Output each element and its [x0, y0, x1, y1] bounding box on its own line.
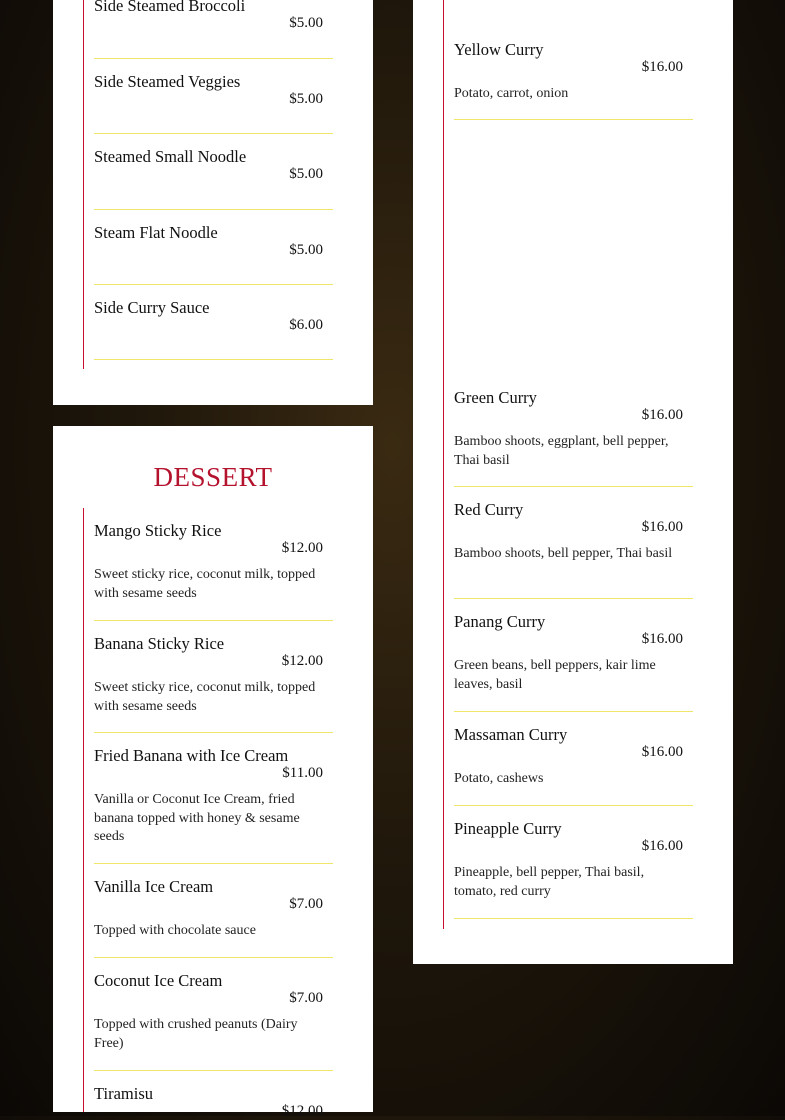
item-name: Vanilla Ice Cream — [94, 877, 214, 896]
menu-item[interactable] — [94, 1084, 333, 1119]
item-price: $16.00 — [641, 744, 683, 760]
item-price: $12.00 — [281, 653, 323, 669]
accent-rule — [83, 508, 84, 1112]
item-description: Pineapple, bell pepper, Thai basil, tomato, red curry — [454, 865, 645, 899]
item-description: Sweet sticky rice, coconut milk, topped with sesame seeds — [94, 567, 316, 601]
accent-rule — [83, 0, 84, 369]
menu-item[interactable] — [454, 725, 693, 806]
menu-item[interactable] — [94, 746, 333, 864]
item-price: $16.00 — [641, 838, 683, 854]
item-description: Sweet sticky rice, coconut milk, topped with sesame seeds — [94, 680, 316, 714]
menu-item[interactable] — [454, 500, 693, 599]
section-title: DESSERT — [153, 462, 273, 492]
menu-item[interactable] — [94, 72, 333, 134]
item-price: $11.00 — [282, 765, 323, 781]
menu-item[interactable] — [94, 298, 333, 360]
item-description: Bamboo shoots, bell pepper, Thai basil — [454, 546, 673, 561]
menu-item[interactable] — [454, 819, 693, 919]
menu-item[interactable] — [94, 0, 333, 59]
item-name: Banana Sticky Rice — [94, 634, 225, 653]
item-price: $7.00 — [289, 896, 323, 912]
item-price: $16.00 — [641, 407, 683, 423]
menu-item[interactable] — [94, 877, 333, 958]
item-name: Steam Flat Noodle — [94, 223, 218, 242]
menu-item[interactable] — [94, 634, 333, 733]
item-name: Yellow Curry — [454, 40, 544, 59]
menu-item[interactable] — [454, 40, 693, 120]
menu-item[interactable] — [454, 388, 693, 487]
item-name: Fried Banana with Ice Cream — [94, 746, 289, 765]
item-name: Side Steamed Veggies — [94, 72, 241, 91]
menu-item[interactable] — [94, 971, 333, 1071]
item-price: $12.00 — [281, 1103, 323, 1119]
menu-item[interactable] — [94, 521, 333, 621]
item-name: Green Curry — [454, 388, 537, 407]
dessert-menu-panel — [53, 426, 373, 1119]
item-name: Pineapple Curry — [454, 819, 562, 838]
item-name: Panang Curry — [454, 612, 546, 631]
item-name: Massaman Curry — [454, 725, 568, 744]
item-price: $5.00 — [289, 242, 323, 258]
item-description: Potato, cashews — [454, 771, 544, 786]
menu-item[interactable] — [454, 612, 693, 712]
item-price: $7.00 — [289, 990, 323, 1006]
item-description: Topped with chocolate sauce — [94, 923, 256, 938]
item-name: Side Curry Sauce — [94, 298, 210, 317]
item-name: Mango Sticky Rice — [94, 521, 222, 540]
curry-menu-panel — [413, 0, 733, 964]
item-description: Green beans, bell peppers, kair lime leaves, basil — [454, 658, 656, 692]
menu-item[interactable] — [94, 223, 333, 285]
item-price: $16.00 — [641, 631, 683, 647]
accent-rule — [443, 0, 444, 929]
item-price: $5.00 — [289, 91, 323, 107]
item-name: Red Curry — [454, 500, 524, 519]
item-description: Topped with crushed peanuts (Dairy Free) — [94, 1017, 298, 1051]
sides-menu-panel — [53, 0, 373, 405]
item-description: Vanilla or Coconut Ice Cream, fried banana topped with honey & sesame seeds — [94, 792, 300, 844]
item-name: Coconut Ice Cream — [94, 971, 223, 990]
item-description: Bamboo shoots, eggplant, bell pepper, Thai basil — [454, 434, 669, 468]
item-price: $5.00 — [289, 15, 323, 31]
item-name: Side Steamed Broccoli — [94, 0, 246, 15]
item-name: Steamed Small Noodle — [94, 147, 247, 166]
item-price: $16.00 — [641, 519, 683, 535]
item-price: $12.00 — [281, 540, 323, 556]
item-price: $6.00 — [289, 317, 323, 333]
item-price: $5.00 — [289, 166, 323, 182]
item-price: $16.00 — [641, 59, 683, 75]
item-name: Tiramisu — [94, 1084, 153, 1103]
menu-item[interactable] — [94, 147, 333, 210]
item-description: Potato, carrot, onion — [454, 86, 569, 101]
